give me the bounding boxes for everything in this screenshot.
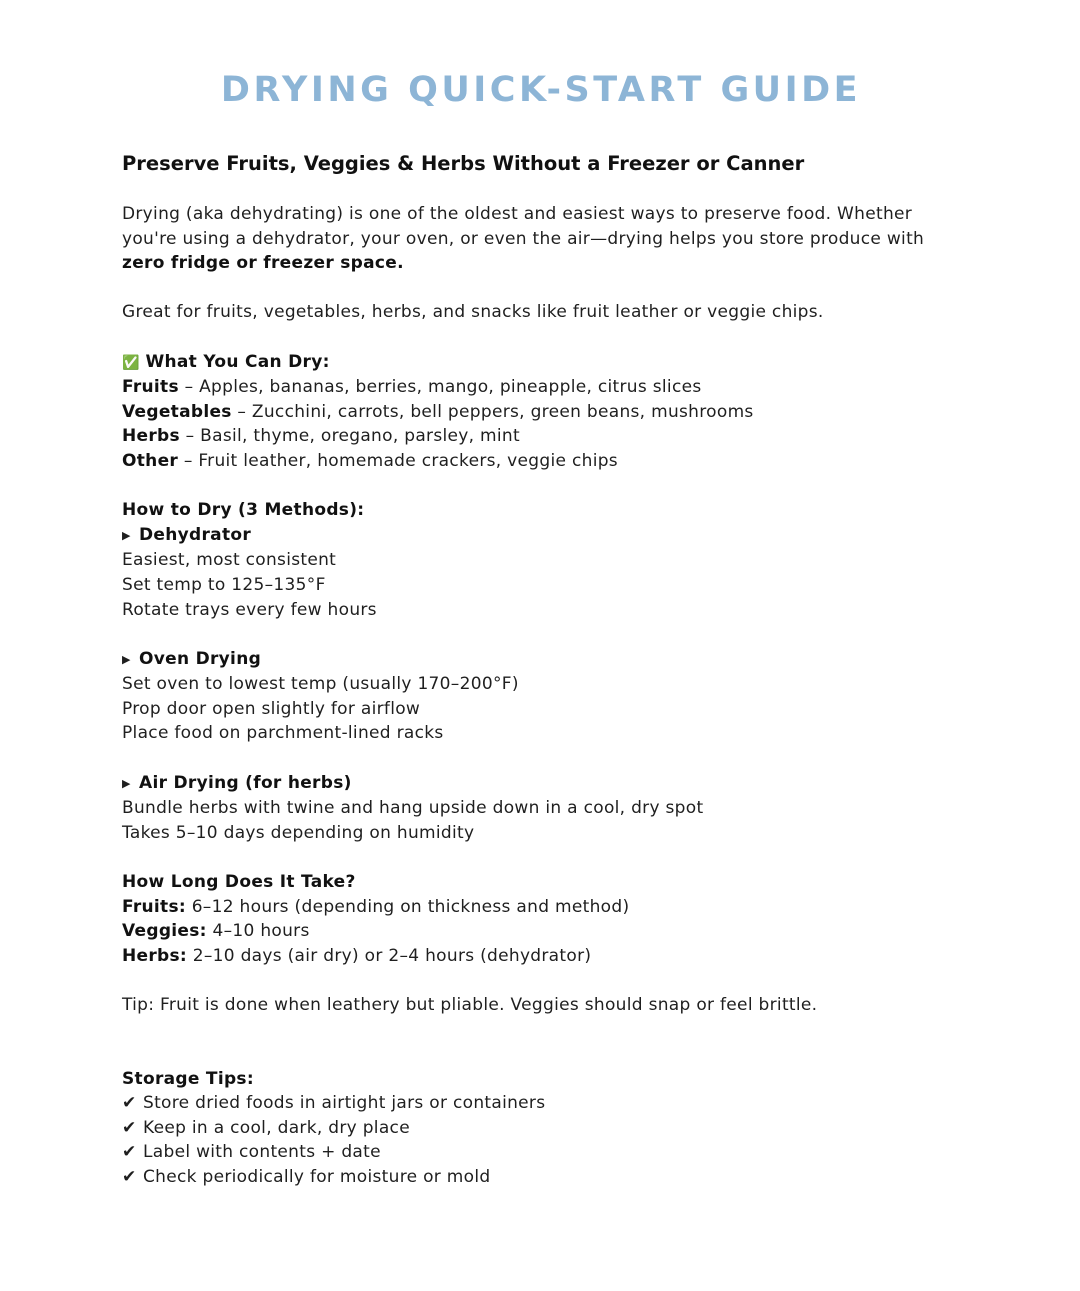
list-item — [122, 1140, 960, 1165]
section-heading: Storage Tips: — [122, 1068, 254, 1089]
list-item — [122, 449, 960, 474]
triangle-right-icon: ▶ — [122, 652, 131, 666]
triangle-right-icon: ▶ — [122, 528, 131, 542]
check-icon: ✔ — [122, 1093, 137, 1114]
list-item — [122, 895, 960, 920]
list-item — [122, 424, 960, 449]
item-text: – Zucchini, carrots, bell peppers, green beans, mushrooms — [231, 401, 754, 422]
item-text: – Fruit leather, homemade crackers, veggie chips — [178, 450, 618, 471]
method-line: Takes 5–10 days depending on humidity — [122, 822, 475, 843]
item-text: – Basil, thyme, oregano, parsley, mint — [179, 426, 520, 447]
item-text: Label with contents + date — [143, 1142, 381, 1163]
how-long-heading — [122, 870, 960, 895]
how-to-dry-heading — [122, 498, 960, 523]
item-label: Vegetables — [122, 401, 232, 422]
item-label: Herbs — [122, 426, 180, 447]
tip-paragraph: Tip: Fruit is done when leathery but pliable. Veggies should snap or feel brittle. — [122, 995, 818, 1015]
intro-text: Drying (aka dehydrating) is one of the oldest and easiest ways to preserve food. Whether you're using a dehydrator, your oven, or even the air—drying helps you store produce with — [122, 204, 925, 249]
section-heading: How Long Does It Take? — [122, 872, 356, 893]
list-item — [122, 1091, 960, 1116]
method-line: Prop door open slightly for airflow — [122, 698, 421, 719]
item-text: Store dried foods in airtight jars or containers — [143, 1093, 546, 1114]
method-name: Air Drying (for herbs) — [139, 772, 352, 793]
method-line: Easiest, most consistent — [122, 550, 337, 571]
check-icon: ✔ — [122, 1166, 137, 1187]
method-name: Oven Drying — [139, 648, 262, 669]
method-line: Set oven to lowest temp (usually 170–200°F) — [122, 674, 519, 695]
triangle-right-icon: ▶ — [122, 776, 131, 790]
item-text: 4–10 hours — [206, 921, 310, 942]
page-title: DRYING QUICK-START GUIDE — [220, 70, 862, 110]
item-label: Fruits: — [122, 896, 186, 917]
item-label: Fruits — [122, 377, 179, 398]
list-item — [122, 1116, 960, 1141]
intro-bold-text: zero fridge or freezer space. — [122, 253, 404, 274]
method-line: Bundle herbs with twine and hang upside down in a cool, dry spot — [122, 798, 704, 819]
check-mark-icon: ✅ — [122, 354, 140, 371]
method-heading — [122, 771, 960, 797]
item-label: Other — [122, 450, 179, 471]
item-text: 2–10 days (air dry) or 2–4 hours (dehydrator) — [187, 945, 592, 966]
storage-heading — [122, 1067, 960, 1092]
list-item — [122, 400, 960, 425]
list-item — [122, 919, 960, 944]
item-text: Keep in a cool, dark, dry place — [143, 1117, 410, 1138]
method-name: Dehydrator — [139, 524, 252, 545]
page-subtitle: Preserve Fruits, Veggies & Herbs Without a Freezer or Canner — [122, 152, 805, 175]
item-label: Herbs: — [122, 945, 188, 966]
document-body — [122, 202, 960, 1190]
method-heading — [122, 523, 960, 549]
list-item — [122, 944, 960, 969]
section-heading: How to Dry (3 Methods): — [122, 500, 365, 521]
list-item — [122, 375, 960, 400]
check-icon: ✔ — [122, 1142, 137, 1163]
check-icon: ✔ — [122, 1117, 137, 1138]
method-line: Rotate trays every few hours — [122, 599, 377, 620]
section-heading: What You Can Dry: — [145, 351, 330, 372]
intro-paragraph — [122, 202, 960, 276]
item-text: Check periodically for moisture or mold — [143, 1166, 491, 1187]
great-for-paragraph: Great for fruits, vegetables, herbs, and snacks like fruit leather or veggie chips. — [122, 302, 824, 323]
item-text: – Apples, bananas, berries, mango, pineapple, citrus slices — [178, 377, 702, 398]
item-text: 6–12 hours (depending on thickness and method) — [185, 896, 630, 917]
item-label: Veggies: — [122, 921, 207, 942]
method-line: Set temp to 125–135°F — [122, 574, 326, 595]
what-you-can-dry-heading — [122, 350, 960, 376]
method-heading — [122, 647, 960, 673]
method-line: Place food on parchment-lined racks — [122, 723, 444, 744]
list-item — [122, 1165, 960, 1190]
